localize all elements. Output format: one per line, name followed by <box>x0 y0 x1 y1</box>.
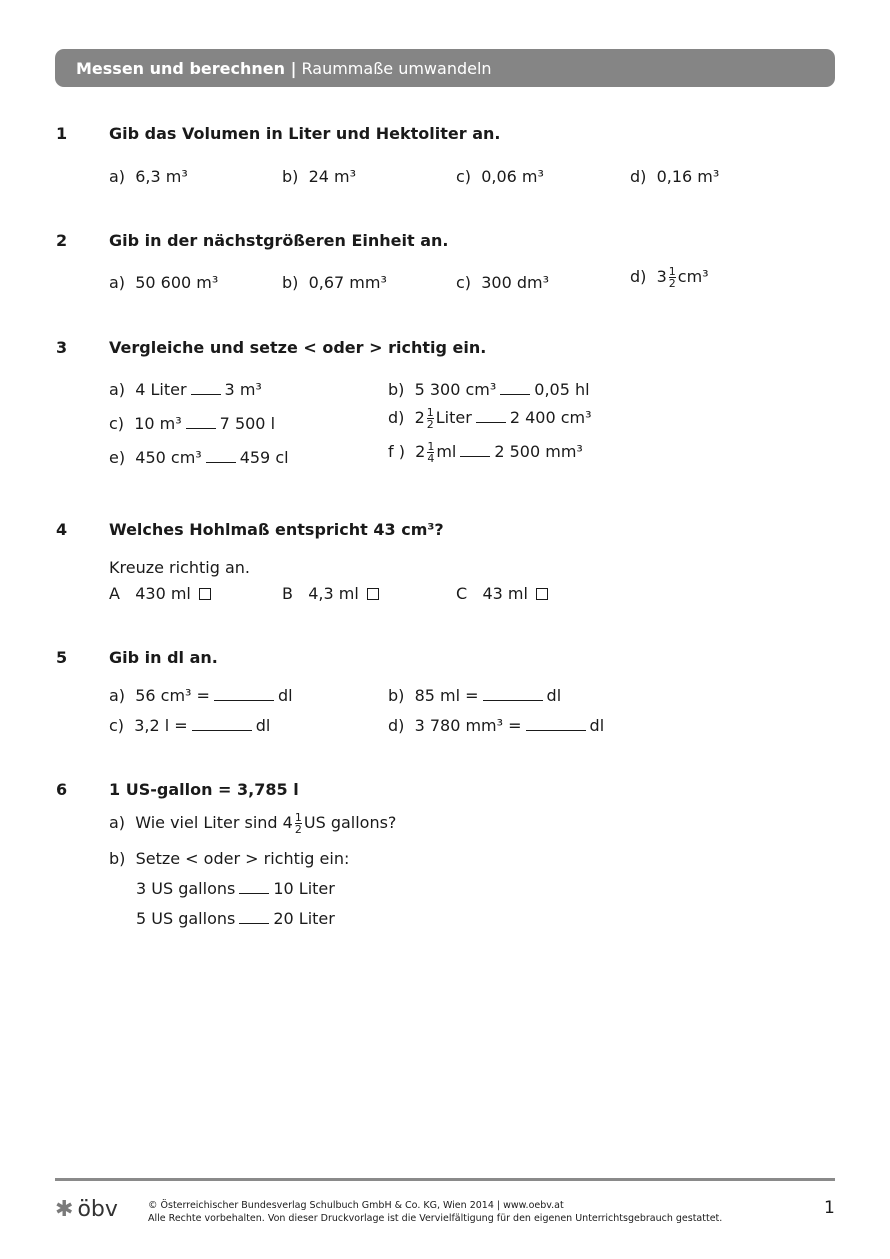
q4-option-a: A 430 ml <box>109 584 211 603</box>
q4-number: 4 <box>56 520 68 539</box>
fraction: $\frac{1}{2}$ <box>294 811 302 836</box>
q1-title: Gib das Volumen in Liter und Hektoliter an. <box>109 124 501 143</box>
asterisk-icon: ✱ <box>55 1197 74 1222</box>
q6-title: 1 US-gallon = 3,785 l <box>109 780 299 799</box>
q6-item-a: a) Wie viel Liter sind 4 $\frac{1}{2}$ US gallons? <box>109 811 397 836</box>
answer-blank[interactable] <box>500 393 530 395</box>
header-bar <box>55 49 835 87</box>
q6-compare-row-2: 5 US gallons 20 Liter <box>136 909 335 928</box>
footer-divider <box>55 1178 835 1181</box>
footer-copyright <box>148 1199 722 1225</box>
footer-line-1: © Österreichischer Bundesverlag Schulbuch GmbH & Co. KG, Wien 2014 | www.oebv.at <box>148 1200 564 1211</box>
checkbox[interactable] <box>536 588 548 600</box>
answer-blank[interactable] <box>186 427 216 429</box>
q4-option-b: B 4,3 ml <box>282 584 379 603</box>
q3-item-c: c) 10 m³ 7 500 l <box>109 414 276 433</box>
header-section: Messen und berechnen | <box>76 59 297 78</box>
q5-item-d: d) 3 780 mm³ = dl <box>388 716 605 735</box>
q6-compare-row-1: 3 US gallons 10 Liter <box>136 879 335 898</box>
q4-instruction: Kreuze richtig an. <box>109 558 250 577</box>
q5-item-c: c) 3,2 l = dl <box>109 716 271 735</box>
q2-title: Gib in der nächstgrößeren Einheit an. <box>109 231 449 250</box>
q4-option-c: C 43 ml <box>456 584 548 603</box>
q1-number: 1 <box>56 124 68 143</box>
q3-item-d: d) 2 $\frac{1}{2}$ Liter 2 400 cm³ <box>388 406 592 431</box>
q5-item-a: a) 56 cm³ = dl <box>109 686 293 705</box>
q1-item-d: d) 0,16 m³ <box>630 167 720 186</box>
q3-item-b: b) 5 300 cm³ 0,05 hl <box>388 380 590 399</box>
page-number: 1 <box>824 1198 835 1218</box>
answer-blank[interactable] <box>214 699 274 701</box>
answer-blank[interactable] <box>239 892 269 894</box>
header-title <box>76 59 492 78</box>
q2-item-d: d) 3 $\frac{1}{2}$ cm³ <box>630 265 709 290</box>
publisher-logo <box>55 1197 118 1222</box>
checkbox[interactable] <box>199 588 211 600</box>
q6-item-b: b) Setze < oder > richtig ein: <box>109 849 350 868</box>
answer-blank[interactable] <box>526 729 586 731</box>
answer-blank[interactable] <box>191 393 221 395</box>
q2-number: 2 <box>56 231 68 250</box>
answer-blank[interactable] <box>192 729 252 731</box>
q1-item-a: a) 6,3 m³ <box>109 167 188 186</box>
footer-line-2: Alle Rechte vorbehalten. Von dieser Druckvorlage ist die Vervielfältigung für den eigenen Unterrichtsgebrauch gestattet. <box>148 1213 723 1224</box>
fraction: $\frac{1}{2}$ <box>668 265 676 290</box>
q3-item-f: f ) 2 $\frac{1}{4}$ ml 2 500 mm³ <box>388 440 583 465</box>
q3-number: 3 <box>56 338 68 357</box>
answer-blank[interactable] <box>483 699 543 701</box>
q2-item-a: a) 50 600 m³ <box>109 273 219 292</box>
answer-blank[interactable] <box>239 922 269 924</box>
q1-item-b: b) 24 m³ <box>282 167 357 186</box>
fraction: $\frac{1}{4}$ <box>427 440 435 465</box>
q1-item-c: c) 0,06 m³ <box>456 167 544 186</box>
header-topic: Raummaße umwandeln <box>301 59 492 78</box>
fraction: $\frac{1}{2}$ <box>426 406 434 431</box>
q3-title: Vergleiche und setze < oder > richtig ein. <box>109 338 487 357</box>
q2-item-b: b) 0,67 mm³ <box>282 273 387 292</box>
q5-number: 5 <box>56 648 68 667</box>
q6-number: 6 <box>56 780 68 799</box>
q2-item-c: c) 300 dm³ <box>456 273 549 292</box>
q3-item-a: a) 4 Liter 3 m³ <box>109 380 262 399</box>
q5-title: Gib in dl an. <box>109 648 218 667</box>
q5-item-b: b) 85 ml = dl <box>388 686 562 705</box>
q3-item-e: e) 450 cm³ 459 cl <box>109 448 289 467</box>
checkbox[interactable] <box>367 588 379 600</box>
logo-text: öbv <box>77 1197 118 1222</box>
answer-blank[interactable] <box>460 455 490 457</box>
answer-blank[interactable] <box>476 421 506 423</box>
q4-title: Welches Hohlmaß entspricht 43 cm³? <box>109 520 444 539</box>
answer-blank[interactable] <box>206 461 236 463</box>
